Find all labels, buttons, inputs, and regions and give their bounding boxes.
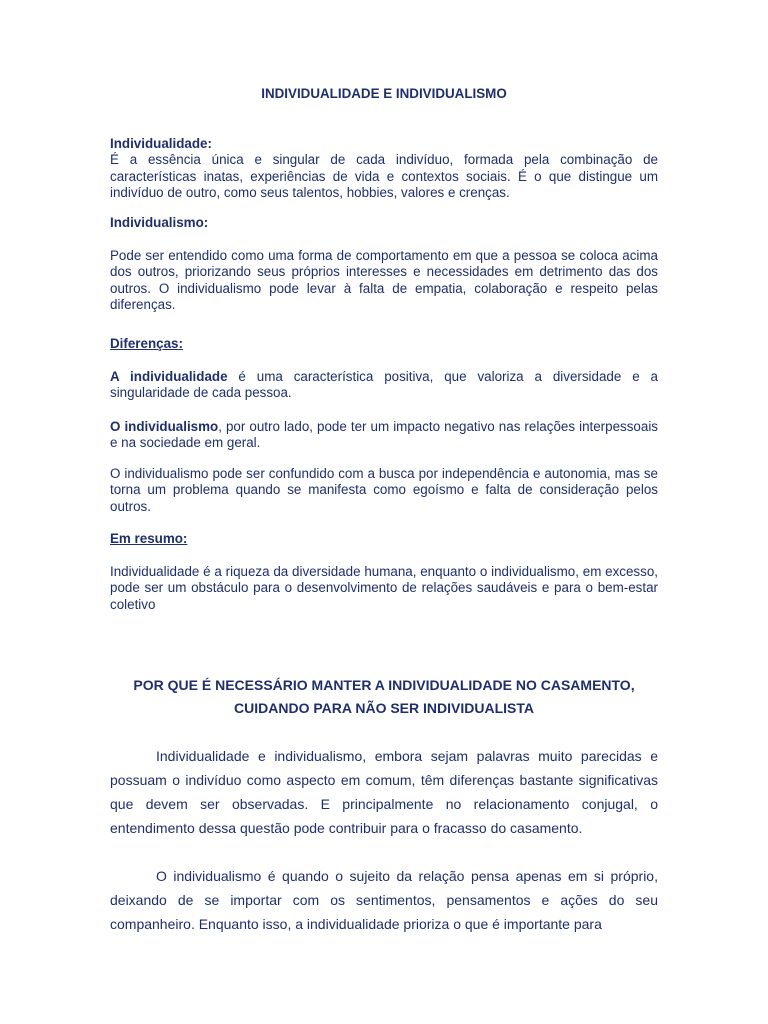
individualidade-text: É a essência única e singular de cada indivíduo, formada pela combinação de características inatas, experiências de vida e contextos sociais. É o que distingue um indivíduo de outro, como seus talentos, hobbies, valores e crenças.	[110, 152, 658, 200]
diferencas-p1-bold: A individualidade	[110, 369, 228, 384]
diferencas-paragraph-2	[110, 419, 658, 452]
diferencas-label-text: Diferenças:	[110, 336, 183, 351]
individualismo-text: Pode ser entendido como uma forma de comportamento em que a pessoa se coloca acima dos outros, priorizando seus próprios interesses e necessidades em detrimento das dos outros. O individualismo pode levar à falta de empatia, colaboração e respeito pelas diferenças.	[110, 248, 658, 312]
document-title: INDIVIDUALIDADE E INDIVIDUALISMO	[261, 86, 507, 101]
diferencas-p1-rest: é uma característica positiva, que valoriza a diversidade e a singularidade de cada pessoa.	[110, 369, 658, 401]
resumo-label-text: Em resumo:	[110, 531, 188, 546]
section-individualidade	[110, 136, 658, 201]
individualismo-label	[110, 215, 658, 231]
individualismo-label-text: Individualismo:	[110, 215, 209, 230]
diferencas-label	[110, 336, 658, 352]
resumo-text: Individualidade é a riqueza da diversidade humana, enquanto o individualismo, em excesso, pode ser um obstáculo para o desenvolvimento de relações saudáveis e para o bem-estar coletivo	[110, 564, 658, 612]
resumo-label	[110, 531, 658, 547]
diferencas-paragraph-3: O individualismo pode ser confundido com a busca por independência e autonomia, mas se torna um problema quando se manifesta como egoísmo e falta de consideração pelos outros.	[110, 466, 658, 514]
individualidade-label: Individualidade:	[110, 136, 212, 151]
section2-title-line2: CUIDANDO PARA NÃO SER INDIVIDUALISTA	[234, 700, 534, 716]
diferencas-p2-rest: , por outro lado, pode ter um impacto negativo nas relações interpessoais e na sociedade em geral.	[110, 419, 658, 451]
diferencas-paragraph-1	[110, 369, 658, 402]
section2-paragraph-1: Individualidade e individualismo, embora sejam palavras muito parecidas e possuam o indivíduo como aspecto em comum, têm diferenças bastante significativas que devem ser observadas. E principalmente no relacionamento conjugal, o entendimento dessa questão pode contribuir para o fracasso do casamento.	[110, 748, 658, 836]
section2-title-line1: POR QUE É NECESSÁRIO MANTER A INDIVIDUALIDADE NO CASAMENTO,	[133, 677, 635, 693]
section2-paragraph-2: O individualismo é quando o sujeito da relação pensa apenas em si próprio, deixando de se importar com os sentimentos, pensamentos e ações do seu companheiro. Enquanto isso, a individualidade prioriza o que é importante para	[110, 868, 658, 932]
diferencas-p2-bold: O individualismo	[110, 419, 219, 434]
